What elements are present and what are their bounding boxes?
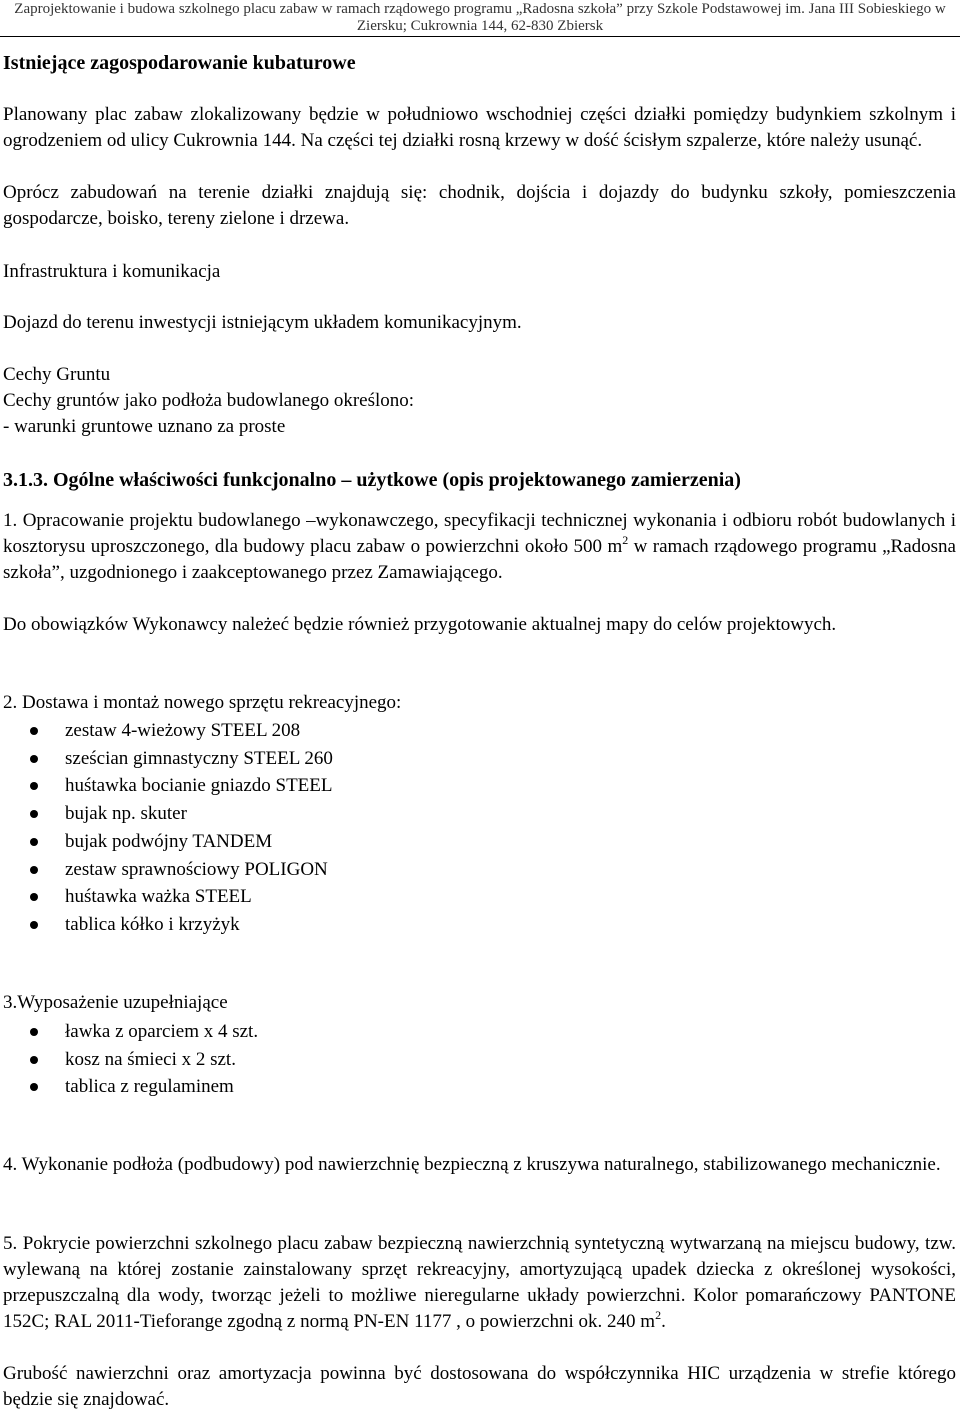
item-1-paragraph-2	[3, 612, 956, 638]
list-item	[0, 1018, 953, 1046]
page-header	[0, 0, 960, 37]
item-4-paragraph	[3, 1152, 956, 1178]
list-item-label: sześcian gimnastyczny STEEL 260	[65, 747, 333, 769]
bullet-icon	[30, 782, 38, 790]
equipment-list	[0, 717, 953, 939]
item-5-text	[3, 1231, 956, 1335]
item-1-text-2: Do obowiązków Wykonawcy należeć będzie również przygotowanie aktualnej mapy do celów projektowych.	[3, 614, 837, 635]
list-item	[0, 717, 953, 745]
item-5-paragraph-2	[3, 1361, 956, 1413]
soil-text-1: Cechy gruntów jako podłoża budowlanego określono:	[3, 390, 415, 411]
supplementary-list	[0, 1018, 953, 1101]
item-5-sup: 2	[655, 1308, 662, 1322]
list-item-label: huśtawka ważka STEEL	[65, 886, 252, 908]
list-item-label: tablica kółko i krzyżyk	[65, 913, 240, 935]
list-item-label: tablica z regulaminem	[65, 1076, 234, 1098]
existing-paragraph-2	[3, 180, 956, 232]
item-1-sup: 2	[622, 533, 629, 547]
list-item	[0, 1046, 953, 1074]
list-item	[0, 1073, 953, 1101]
section-title-infrastructure: Infrastruktura i komunikacja	[3, 261, 221, 282]
bullet-icon	[30, 866, 38, 874]
list-item	[0, 883, 953, 911]
item-5-text-2: Grubość nawierzchni oraz amortyzacja powinna być dostosowana do współczynnika HIC urządzenia w strefie którego będzie się znajdować.	[3, 1363, 956, 1410]
bullet-icon	[30, 1056, 38, 1064]
soil-text-2: - warunki gruntowe uznano za proste	[3, 416, 286, 437]
list-item-label: zestaw 4-wieżowy STEEL 208	[65, 720, 301, 741]
item-2-title: 2. Dostawa i montaż nowego sprzętu rekreacyjnego:	[3, 692, 402, 713]
bullet-icon	[30, 921, 38, 929]
item-5-main: 5. Pokrycie powierzchni szkolnego placu zabaw bezpieczną nawierzchnią syntetyczną wytwarzaną na miejscu budowy, tzw. wylewaną na której zostanie zainstalowany sprzęt rekreacyjny, amortyzującą upadek dziecka z określonej wysokości, przepuszczalną dla wody, tworząc jeżeli to możliwe nieregularne układy powierzchni. Kolor pomarańczowy PANTONE 152C; RAL 2011-Tieforange zgodną z normą PN-EN 1177 , o powierzchni ok. 240 m	[3, 1233, 956, 1332]
list-item	[0, 911, 953, 939]
item-1-paragraph	[3, 508, 956, 586]
header-line-1: Zaprojektowanie i budowa szkolnego placu zabaw w ramach rządowego programu „Radosna szkoła” przy Szkole Podstawowej im. Jana III Sobieskiego w	[14, 1, 946, 17]
list-item-label: zestaw sprawnościowy POLIGON	[65, 858, 328, 880]
list-item-label: huśtawka bocianie gniazdo STEEL	[65, 775, 333, 797]
section-title-soil: Cechy Gruntu	[3, 364, 111, 385]
header-line-2: Ziersku; Cukrownia 144, 62-830 Zbiersk	[356, 18, 604, 34]
item-1-main: 1. Opracowanie projektu budowlanego –wykonawczego, specyfikacji technicznej wykonania i odbioru robót budowlanych i kosztorysu uproszczonego, dla budowy placu zabaw o powierzchni około 500 m	[3, 510, 956, 557]
item-1-text	[3, 508, 956, 586]
list-item-label: bujak podwójny TANDEM	[65, 830, 273, 852]
item-1-cont: w ramach rządowego programu „Radosna szkoła”, uzgodnionego i zaakceptowanego przez Zamawiającego.	[3, 536, 956, 583]
list-item-label: ławka z oparciem x 4 szt.	[65, 1021, 259, 1042]
list-item-label: bujak np. skuter	[65, 803, 187, 825]
item-3-title: 3.Wyposażenie uzupełniające	[3, 992, 228, 1013]
existing-text-1: Planowany plac zabaw zlokalizowany będzie w południowo wschodniej części działki pomiędzy budynkiem szkolnym i ogrodzeniem od ulicy Cukrownia 144. Na części tej działki rosną krzewy w dość ścisłym szpalerze, które należy usunąć.	[3, 104, 956, 151]
list-item	[0, 856, 953, 884]
bullet-icon	[30, 1083, 38, 1091]
section-title-313: 3.1.3. Ogólne właściwości funkcjonalno – użytkowe (opis projektowanego zamierzenia)	[3, 469, 741, 491]
bullet-icon	[30, 810, 38, 818]
bullet-icon	[30, 1028, 38, 1036]
section-title-existing: Istniejące zagospodarowanie kubaturowe	[3, 52, 356, 74]
existing-text-2: Oprócz zabudowań na terenie działki znajdują się: chodnik, dojścia i dojazdy do budynku szkoły, pomieszczenia gospodarcze, boisko, tereny zielone i drzewa.	[3, 182, 956, 229]
list-item	[0, 800, 953, 828]
item-4-text: 4. Wykonanie podłoża (podbudowy) pod nawierzchnię bezpieczną z kruszywa naturalnego, stabilizowanego mechanicznie.	[3, 1154, 941, 1175]
list-item-label: kosz na śmieci x 2 szt.	[65, 1048, 236, 1070]
item-5-paragraph	[3, 1231, 956, 1335]
bullet-icon	[30, 755, 38, 763]
infrastructure-text: Dojazd do terenu inwestycji istniejącym układem komunikacyjnym.	[3, 312, 522, 333]
list-item	[0, 772, 953, 800]
bullet-icon	[30, 727, 38, 735]
existing-paragraph-1	[3, 102, 956, 154]
list-item	[0, 745, 953, 773]
bullet-icon	[30, 838, 38, 846]
list-item	[0, 828, 953, 856]
item-5-end: .	[661, 1311, 666, 1332]
bullet-icon	[30, 893, 38, 901]
